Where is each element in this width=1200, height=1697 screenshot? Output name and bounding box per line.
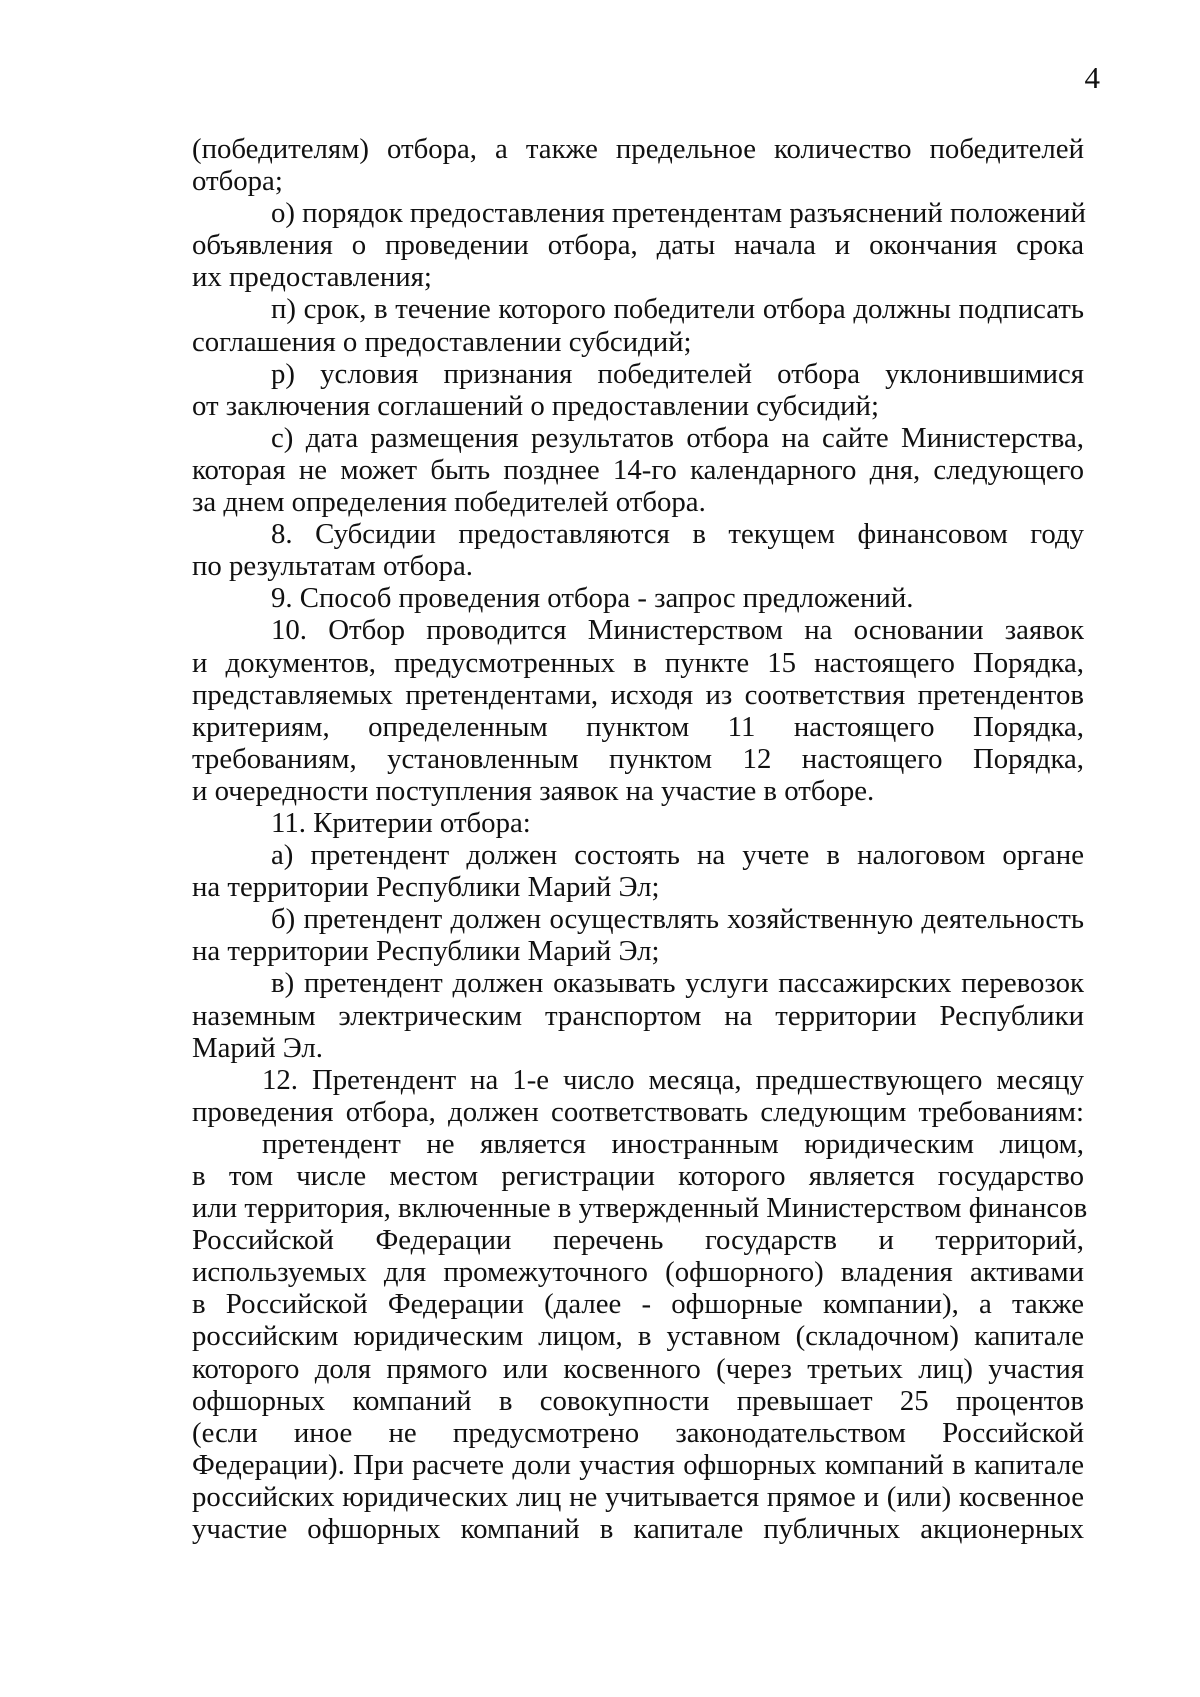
text-line: Российской Федерации перечень государств и территорий, <box>192 1224 1084 1257</box>
text-line: критериям, определенным пунктом 11 настоящего Порядка, <box>192 710 1084 743</box>
text-line: в том числе местом регистрации которого является государство <box>192 1160 1084 1192</box>
text-line: участие офшорных компаний в капитале публичных акционерных <box>192 1513 1084 1546</box>
text-line: наземным электрическим транспортом на территории Республики <box>192 999 1084 1032</box>
text-line: 12. Претендент на 1-е число месяца, предшествующего месяцу <box>262 1063 1084 1096</box>
text-line: претендент не является иностранным юридическим лицом, <box>262 1127 1084 1160</box>
text-line: б) претендент должен осуществлять хозяйственную деятельность <box>271 903 1084 936</box>
document-body <box>192 133 1088 1546</box>
text-line: р) условия признания победителей отбора уклонившимися <box>271 357 1084 390</box>
text-line: по результатам отбора. <box>192 550 473 583</box>
text-line: требованиям, установленным пунктом 12 настоящего Порядка, <box>192 742 1084 775</box>
text-line: 9. Способ проведения отбора - запрос предложений. <box>271 582 914 615</box>
text-line: используемых для промежуточного (офшорного) владения активами <box>192 1256 1084 1289</box>
text-line: или территория, включенные в утвержденный Министерством финансов <box>192 1192 1088 1225</box>
text-line: объявления о проведении отбора, даты начала и окончания срока <box>192 229 1084 262</box>
text-line: проведения отбора, должен соответствовать следующим требованиям: <box>192 1095 1084 1128</box>
text-line: которого доля прямого или косвенного (через третьих лиц) участия <box>192 1352 1084 1385</box>
text-line: Марий Эл. <box>192 1031 324 1064</box>
text-line: и очередности поступления заявок на участие в отборе. <box>192 774 875 807</box>
text-line: с) дата размещения результатов отбора на сайте Министерства, <box>271 421 1084 454</box>
text-line: а) претендент должен состоять на учете в налоговом органе <box>271 839 1084 872</box>
text-line: п) срок, в течение которого победители отбора должны подписать <box>271 293 1084 326</box>
text-line: и документов, предусмотренных в пункте 15 настоящего Порядка, <box>192 646 1084 679</box>
text-line: на территории Республики Марий Эл; <box>192 871 660 904</box>
text-line: которая не может быть позднее 14-го календарного дня, следующего <box>192 453 1084 486</box>
text-line: представляемых претендентами, исходя из соответствия претендентов <box>192 678 1084 711</box>
text-line: российских юридических лиц не учитывается прямое и (или) косвенное <box>192 1480 1084 1513</box>
text-line: их предоставления; <box>192 261 432 294</box>
text-line: российским юридическим лицом, в уставном (складочном) капитале <box>192 1320 1084 1353</box>
text-line: Федерации). При расчете доли участия офшорных компаний в капитале <box>192 1448 1084 1481</box>
text-line: 8. Субсидии предоставляются в текущем финансовом году <box>271 518 1084 551</box>
text-line: от заключения соглашений о предоставлении субсидий; <box>192 389 879 422</box>
text-line: о) порядок предоставления претендентам разъяснений положений <box>271 197 1086 230</box>
text-line: соглашения о предоставлении субсидий; <box>192 325 692 358</box>
text-line: (если иное не предусмотрено законодательством Российской <box>192 1416 1084 1449</box>
text-line: за днем определения победителей отбора. <box>192 486 706 519</box>
text-line: 10. Отбор проводится Министерством на основании заявок <box>271 614 1084 647</box>
text-line: отбора; <box>192 165 283 198</box>
text-line: офшорных компаний в совокупности превышает 25 процентов <box>192 1384 1084 1417</box>
page-number: 4 <box>1084 60 1100 95</box>
text-line: на территории Республики Марий Эл; <box>192 935 660 968</box>
text-line: 11. Критерии отбора: <box>271 806 531 839</box>
text-line: (победителям) отбора, а также предельное количество победителей <box>192 133 1084 165</box>
text-line: в Российской Федерации (далее - офшорные компании), а также <box>192 1288 1084 1321</box>
text-line: в) претендент должен оказывать услуги пассажирских перевозок <box>271 967 1084 1000</box>
